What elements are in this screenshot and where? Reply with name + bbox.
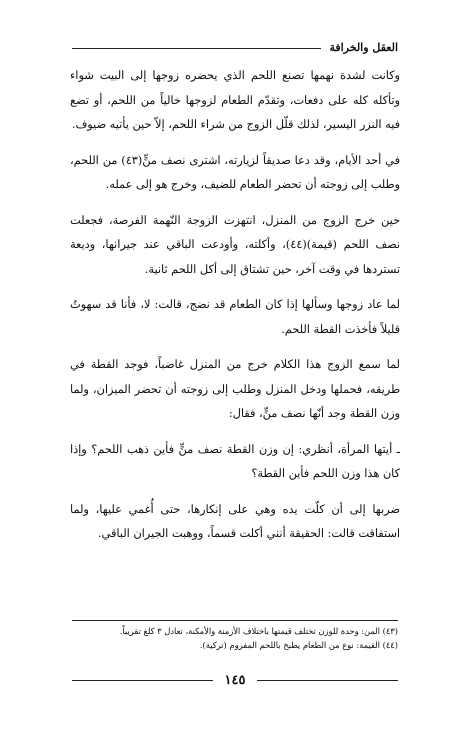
paragraph: في أحد الأيام، وقد دعا صديقاً لزيارته، اشترى نصف منٍّ(٤٣) من اللحم، وطلب إلى زوجته أن تحضر الطعام للضيف، وخرج هو إلى عمله.	[70, 153, 400, 191]
page-number: ١٤٥	[224, 672, 246, 688]
footnotes	[72, 624, 398, 652]
footnote: (٤٤) القيمة: نوع من الطعام يطبخ باللحم المفروم (تركية).	[199, 640, 398, 650]
paragraph: حين خرج الزوج من المنزل، انتهزت الزوجة النّهمة الفرصة، فجعلت نصف اللحم (قيمة)(٤٤)، وأكلته، وأودعت الباقي عند جيرانها، وديعة تستردها في وقت آخر، حين تشتاق إلى أكل اللحم ثانية.	[70, 213, 400, 276]
footnote: (٤٣) المن: وحدة للوزن تختلف قيمتها باختلاف الأزمنة والأمكنة، تعادل ٣ كلغ تقريباً.	[119, 626, 398, 636]
page-footer	[72, 670, 398, 690]
paragraph: ضربها إلى أن كلّت يده وهي على إنكارها، حتى أُغمي عليها، ولما استفاقت قالت: الحقيقة أنني أكلت قسماً، ووهبت الجيران الباقي.	[70, 502, 400, 540]
paragraph: ـ أيتها المرأة، أنظري: إن وزن القطة نصف منٍّ فأين ذهب اللحم؟ وإذا كان هذا وزن اللحم فأين القطة؟	[70, 442, 400, 480]
paragraph: لما سمع الزوج هذا الكلام خرج من المنزل غاضباً، فوجد القطة في طريقه، فحملها ودخل المنزل وطلب إلى زوجته أن تحضر الميزان، ولما وزن القطة وجد أنّها نصف منٍّ، فقال:	[70, 358, 400, 420]
footer-rule-right	[257, 680, 398, 681]
footnote-separator	[72, 620, 398, 621]
running-header	[72, 38, 398, 56]
body-text	[70, 64, 400, 547]
paragraph: وكانت لشدة نهمها تصنع اللحم الذي يحضره زوجها إلى البيت شواء وتأكله كله على دفعات، وتقدّم الطعام لزوجها خالياً من اللحم، أو تضع فيه النزر اليسير، لذلك قلّل الزوج من شراء اللحم، إلاّ حين يأتيه ضيوف.	[70, 69, 400, 131]
running-header-title: العقل والخرافة	[329, 40, 398, 54]
header-rule	[72, 48, 321, 49]
footer-rule-left	[72, 680, 213, 681]
paragraph: لما عاد زوجها وسألها إذا كان الطعام قد نضج، قالت: لا، فأنا قد سهوتُ قليلاً فأخذت القطة اللحم.	[70, 298, 400, 336]
